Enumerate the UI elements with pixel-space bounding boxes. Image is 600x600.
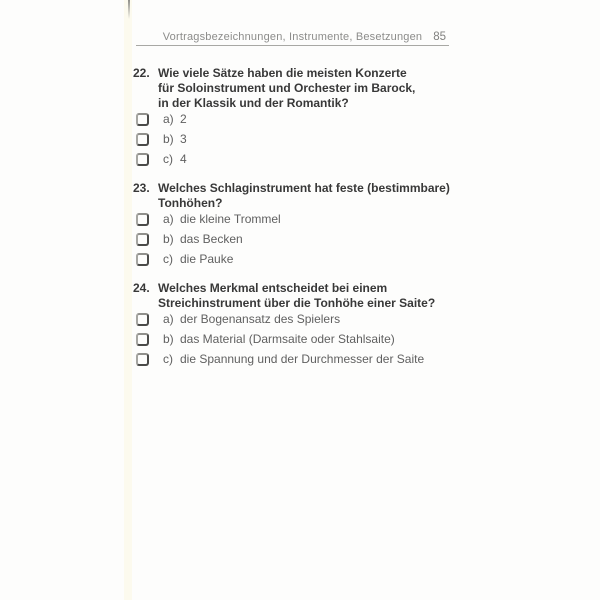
option-text: 2 (180, 112, 187, 126)
option-list (133, 309, 473, 369)
option-row (133, 249, 473, 269)
option-row (133, 349, 473, 369)
option-list (133, 109, 473, 169)
option-row (133, 149, 473, 169)
running-header (136, 30, 449, 45)
answer-checkbox[interactable] (136, 253, 149, 266)
page-number: 85 (433, 31, 446, 43)
option-row (133, 209, 473, 229)
option-row (133, 129, 473, 149)
option-text: 4 (180, 152, 187, 166)
option-letter: c) (163, 152, 173, 166)
answer-checkbox[interactable] (136, 233, 149, 246)
option-letter: b) (163, 232, 174, 246)
question-text-line: Welches Merkmal entscheidet bei einem (158, 281, 388, 295)
header-rule (136, 45, 449, 46)
option-row (133, 109, 473, 129)
question-number: 24. (133, 281, 150, 295)
question-block (133, 66, 473, 169)
question-head (133, 181, 473, 211)
page-edge-mark (128, 0, 130, 19)
option-letter: a) (163, 112, 174, 126)
option-text: die kleine Trommel (180, 212, 281, 226)
question-text-line: Wie viele Sätze haben die meisten Konzerte (158, 66, 407, 80)
option-row (133, 309, 473, 329)
answer-checkbox[interactable] (136, 353, 149, 366)
option-text: das Becken (180, 232, 243, 246)
option-text: die Pauke (180, 252, 234, 266)
question-text-line: Streichinstrument über die Tonhöhe einer Saite? (158, 296, 436, 310)
answer-checkbox[interactable] (136, 153, 149, 166)
question-block (133, 181, 473, 269)
option-letter: a) (163, 212, 174, 226)
option-text: der Bogenansatz des Spielers (180, 312, 341, 326)
answer-checkbox[interactable] (136, 213, 149, 226)
option-letter: c) (163, 352, 173, 366)
question-head (133, 281, 473, 311)
question-text (158, 281, 435, 311)
option-row (133, 329, 473, 349)
question-text-line: Tonhöhen? (158, 196, 223, 210)
option-letter: b) (163, 132, 174, 146)
question-text-line: für Soloinstrument und Orchester im Barock, (158, 81, 416, 95)
question-number: 23. (133, 181, 150, 195)
question-number: 22. (133, 66, 150, 80)
option-text: die Spannung und der Durchmesser der Saite (180, 352, 425, 366)
question-text-line: Welches Schlaginstrument hat feste (bestimmbare) (158, 181, 450, 195)
answer-checkbox[interactable] (136, 113, 149, 126)
chapter-title: Vortragsbezeichnungen, Instrumente, Besetzungen (162, 31, 423, 43)
option-letter: a) (163, 312, 174, 326)
question-text-line: in der Klassik und der Romantik? (158, 96, 349, 110)
option-letter: b) (163, 332, 174, 346)
option-row (133, 229, 473, 249)
option-letter: c) (163, 252, 173, 266)
option-text: das Material (Darmsaite oder Stahlsaite) (180, 332, 395, 346)
question-block (133, 281, 473, 369)
question-text (158, 66, 415, 111)
option-text: 3 (180, 132, 187, 146)
page-gutter-tint (124, 0, 132, 600)
question-head (133, 66, 473, 111)
answer-checkbox[interactable] (136, 333, 149, 346)
answer-checkbox[interactable] (136, 313, 149, 326)
question-text (158, 181, 450, 211)
option-list (133, 209, 473, 269)
answer-checkbox[interactable] (136, 133, 149, 146)
